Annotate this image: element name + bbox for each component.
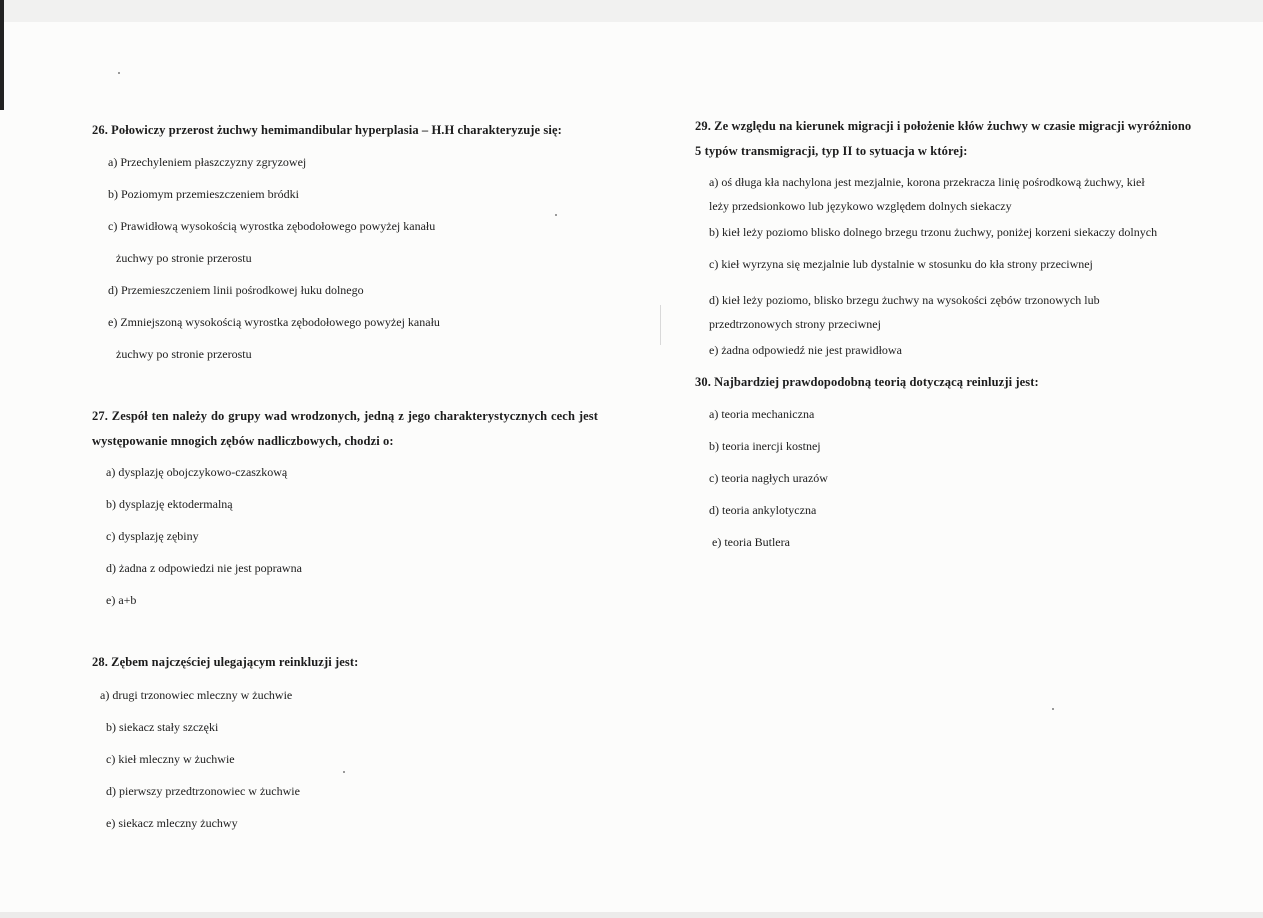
scan-bottom-edge <box>0 912 1263 918</box>
question-28 <box>92 650 592 830</box>
answer-option-e-continued: żuchwy po stronie przerostu <box>116 347 252 361</box>
answer-option-d: d) żadna z odpowiedzi nie jest poprawna <box>106 561 302 575</box>
answer-option-b: b) dysplazję ektodermalną <box>106 497 233 511</box>
answer-option-b: b) teoria inercji kostnej <box>709 439 821 453</box>
scan-fold-line <box>660 305 661 345</box>
answer-option-c: c) dysplazję zębiny <box>106 529 199 543</box>
question-29 <box>695 114 1195 357</box>
answer-option-c-continued: żuchwy po stronie przerostu <box>116 251 252 265</box>
scan-speck <box>343 771 345 773</box>
answer-option-d: d) teoria ankylotyczna <box>709 503 817 517</box>
scan-left-edge <box>0 0 4 110</box>
scan-speck <box>1052 708 1054 710</box>
answer-option-d: d) pierwszy przedtrzonowiec w żuchwie <box>106 784 300 798</box>
scan-top-band <box>0 0 1263 22</box>
question-title: 28. Zębem najczęściej ulegającym reinkluzji jest: <box>92 655 359 669</box>
answer-option-b: b) Poziomym przemieszczeniem bródki <box>108 187 299 201</box>
answer-option-e: e) teoria Butlera <box>712 535 790 549</box>
answer-option-e: e) Zmniejszoną wysokością wyrostka zębodołowego powyżej kanału <box>108 315 440 329</box>
answer-option-c: c) Prawidłową wysokością wyrostka zębodołowego powyżej kanału <box>108 219 436 233</box>
question-title: 26. Połowiczy przerost żuchwy hemimandibular hyperplasia – H.H charakteryzuje się: <box>92 123 562 137</box>
question-title: 27. Zespół ten należy do grupy wad wrodzonych, jedną z jego charakterystycznych cech jest występowanie mnogich zębów nadliczbowych, chodzi o: <box>92 409 598 448</box>
answer-option-a: a) teoria mechaniczna <box>709 407 815 421</box>
question-30 <box>695 370 1195 549</box>
answer-option-e: e) a+b <box>106 593 137 607</box>
question-27 <box>92 404 598 607</box>
answer-option-e: e) siekacz mleczny żuchwy <box>106 816 238 830</box>
answer-option-d: d) Przemieszczeniem linii pośrodkowej łuku dolnego <box>108 283 364 297</box>
question-title: 30. Najbardziej prawdopodobną teorią dotyczącą reinluzji jest: <box>695 375 1039 389</box>
answer-option-c: c) kieł wyrzyna się mezjalnie lub dystalnie w stosunku do kła strony przeciwnej <box>709 257 1093 271</box>
answer-option-b: b) siekacz stały szczęki <box>106 720 219 734</box>
answer-option-c: c) kieł mleczny w żuchwie <box>106 752 235 766</box>
answer-option-a: a) drugi trzonowiec mleczny w żuchwie <box>100 688 293 702</box>
answer-option-a: a) oś długa kła nachylona jest mezjalnie, korona przekracza linię pośrodkową żuchwy, kieł leży przedsionkowo lub językowo względem dolnych siekaczy <box>709 175 1145 213</box>
scan-speck <box>118 72 120 74</box>
question-title: 29. Ze względu na kierunek migracji i położenie kłów żuchwy w czasie migracji wyróżniono 5 typów transmigracji, typ II to sytuacja w której: <box>695 119 1192 158</box>
answer-option-d: d) kieł leży poziomo, blisko brzegu żuchwy na wysokości zębów trzonowych lub przedtrzonowych strony przeciwnej <box>709 293 1100 331</box>
answer-option-e: e) żadna odpowiedź nie jest prawidłowa <box>709 343 902 357</box>
answer-option-b: b) kieł leży poziomo blisko dolnego brzegu trzonu żuchwy, poniżej korzeni siekaczy dolnych <box>709 225 1158 239</box>
answer-option-a: a) dysplazję obojczykowo-czaszkową <box>106 465 288 479</box>
answer-option-a: a) Przechyleniem płaszczyzny zgryzowej <box>108 155 307 169</box>
question-26 <box>92 118 592 361</box>
answer-option-c: c) teoria nagłych urazów <box>709 471 828 485</box>
scan-speck <box>555 214 557 216</box>
